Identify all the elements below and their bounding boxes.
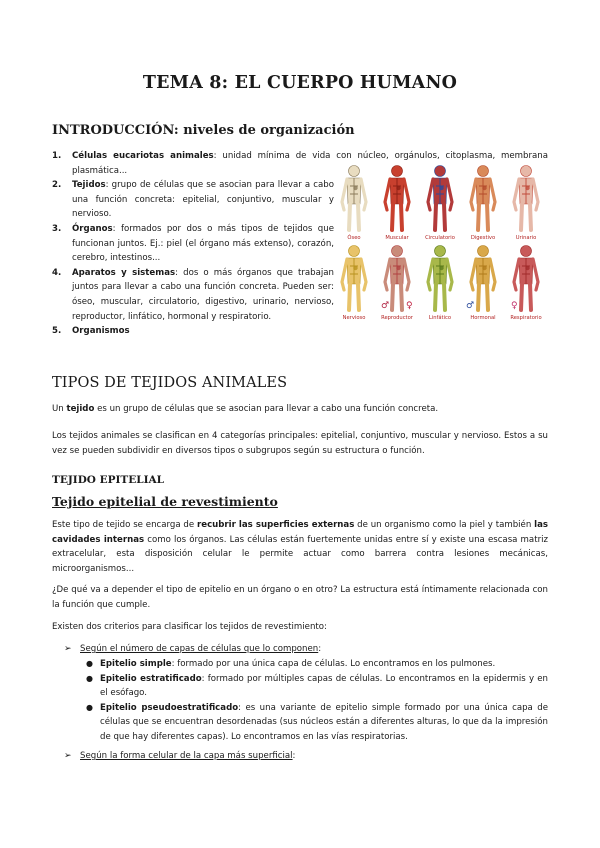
figure-leg-left: [435, 204, 436, 230]
figure-leg-left: [521, 284, 522, 310]
figure-label: Digestivo: [470, 235, 496, 241]
list-item-text: : formados por dos o más tipos de tejidos que funcionan juntos. Ej.: piel (el órgano más extenso), corazón, cerebro, intestinos...: [72, 223, 334, 264]
female-symbol-icon: ♀: [406, 301, 413, 311]
figure-arm-left: [471, 259, 476, 290]
bullet-icon: ●: [86, 702, 93, 712]
figure-leg-left: [392, 204, 393, 230]
criterio-forma: ➢ Según la forma celular de la capa más superficial:: [80, 749, 548, 764]
figure-head: [392, 246, 403, 257]
revestimiento-subheading: Tejido epitelial de revestimiento: [52, 494, 278, 509]
list-item-term: Aparatos y sistemas: [72, 267, 176, 278]
figure-leg-left: [392, 284, 393, 310]
figure-arm-left: [514, 179, 519, 210]
figure-label: Nervioso: [342, 315, 366, 321]
female-symbol-icon: ♀: [511, 301, 518, 311]
figure-label: Reproductor: [381, 315, 413, 321]
male-symbol-icon: ♂: [466, 301, 475, 311]
figure-arm-right: [404, 179, 409, 210]
bullet-icon: ●: [86, 659, 93, 668]
list-item: ● Epitelio estratificado: formado por múltiples capas de células. Lo encontramos en la epidermis y en el esófago.: [86, 673, 548, 699]
figure-leg-right: [487, 284, 488, 310]
figure-leg-left: [478, 204, 479, 230]
figure-leg-right: [444, 204, 445, 230]
figure-arm-left: [514, 259, 519, 290]
tejidos-categories: Los tejidos animales se clasifican en 4 categorías principales: epitelial, conjuntivo, muscular y nervioso. Estos a su vez se pueden subdividir en diversos tipos o subgrupos según su estructura o función.: [52, 431, 548, 456]
body-figure-6: [342, 246, 366, 322]
body-figure-5: [514, 166, 538, 242]
figure-label: Linfático: [428, 315, 452, 321]
figure-leg-left: [435, 284, 436, 310]
body-figure-2: [385, 166, 410, 242]
list-item: ● Epitelio pseudoestratificado: es una variante de epitelio simple formado por una única capa de células que se encuentran desordenadas (sus núcleos están a diferentes alturas, lo que da la impresión de que hay diferentes capas). Lo encontramos en las vías respiratorias.: [86, 702, 548, 742]
figure-label: Muscular: [385, 235, 409, 241]
figure-leg-left: [349, 204, 350, 230]
figure-leg-right: [530, 284, 531, 310]
figure-head: [392, 166, 403, 177]
body-figure-3: [425, 166, 455, 242]
figure-organ: [482, 186, 486, 190]
list-item: [52, 266, 334, 324]
male-symbol-icon: ♂: [381, 301, 390, 311]
list-item-text: : unidad mínima de vida con núcleo, orgánulos, citoplasma, membrana plasmática...: [72, 151, 549, 176]
figure-arm-right: [533, 179, 538, 210]
list-number: 1.: [52, 151, 62, 161]
figure-leg-right: [444, 284, 445, 310]
figure-organ: [525, 266, 529, 270]
epitelio-question: ¿De qué va a depender el tipo de epitelio en un órgano o en otro? La estructura está íntimamente relacionada con la función que cumple.: [52, 585, 548, 610]
figure-arm-right: [533, 259, 538, 290]
figure-arm-right: [490, 259, 495, 290]
figure-head: [478, 166, 489, 177]
figure-arm-left: [385, 179, 390, 210]
figure-arm-right: [447, 259, 452, 290]
figure-arm-left: [342, 259, 347, 290]
tejido-definition: Un tejido es un grupo de células que se asocian para llevar a cabo una función concreta.: [52, 404, 439, 414]
figure-label: Circulatorio: [425, 235, 455, 241]
criterios-intro: Existen dos criterios para clasificar los tejidos de revestimiento:: [52, 622, 327, 632]
arrow-bullet-icon: ➢: [64, 644, 72, 654]
figure-leg-right: [401, 204, 402, 230]
figure-organ: [482, 266, 486, 270]
figure-organ: [353, 186, 357, 190]
figure-organ: [396, 266, 400, 270]
figure-organ: [439, 266, 443, 270]
list-number: 5.: [52, 326, 62, 337]
figure-leg-right: [530, 204, 531, 230]
figure-arm-right: [490, 179, 495, 210]
figure-leg-left: [478, 284, 479, 310]
figure-head: [521, 166, 532, 177]
figure-label: Respiratorio: [510, 315, 542, 321]
figure-leg-right: [487, 204, 488, 230]
arrow-bullet-icon: ➢: [64, 751, 72, 761]
bullet-icon: ●: [86, 673, 93, 683]
figure-arm-right: [361, 179, 366, 210]
term-tejido: tejido: [66, 404, 95, 414]
list-item-term: Organismos: [72, 326, 130, 337]
figure-leg-left: [521, 204, 522, 230]
criterio-capas: ➢ Según el número de capas de células que lo componen:: [80, 642, 548, 657]
body-figure-8: [428, 246, 452, 322]
list-item: ● Epitelio simple: formado por una única capa de células. Lo encontramos en los pulmones.: [84, 657, 548, 672]
figure-organ: [439, 186, 443, 190]
figure-label: Óseo: [347, 235, 361, 241]
intro-heading: INTRODUCCIÓN: niveles de organización: [52, 123, 355, 138]
list-item-text: : grupo de células que se asocian para llevar a cabo una función concreta: epitelial, conjuntivo, muscular y nervioso.: [72, 180, 334, 220]
figure-arm-right: [361, 259, 366, 290]
list-item: [52, 178, 334, 222]
body-systems-figure: [333, 162, 547, 324]
figure-label: Urinario: [515, 235, 537, 241]
figure-head: [435, 166, 446, 177]
figure-head: [435, 246, 446, 257]
figure-leg-right: [358, 204, 359, 230]
body-figure-4: [471, 166, 495, 242]
epitelio-types-list: [84, 657, 548, 745]
figure-leg-right: [358, 284, 359, 310]
figure-arm-left: [428, 179, 433, 210]
figure-head: [478, 246, 489, 257]
figure-arm-left: [471, 179, 476, 210]
figure-head: [349, 166, 360, 177]
revestimiento-description: Este tipo de tejido se encarga de recubrir las superficies externas de un organismo como la piel y también las cavidades internas como los órganos. Las células están fuertemente unidas entre sí y existe una escasa matriz extracelular, esta disposición celular le permite actuar como barrera contra lesiones mecánicas, microorganismos...: [52, 520, 548, 574]
figure-label: Hormonal: [470, 315, 496, 321]
figure-arm-left: [385, 259, 390, 290]
figure-arm-left: [342, 179, 347, 210]
figure-organ: [396, 186, 400, 190]
tipos-heading: TIPOS DE TEJIDOS ANIMALES: [52, 375, 288, 391]
figure-head: [349, 246, 360, 257]
list-item-term: Tejidos: [72, 180, 106, 191]
figure-leg-left: [349, 284, 350, 310]
epitelial-heading: TEJIDO EPITELIAL: [52, 474, 165, 486]
figure-arm-left: [428, 259, 433, 290]
list-number: 3.: [52, 223, 62, 234]
figure-organ: [353, 266, 357, 270]
body-figure-9: [470, 246, 495, 322]
figure-arm-right: [404, 259, 409, 290]
list-item-text: : dos o más órganos que trabajan juntos para llevar a cabo una función concreta. Pueden ser: óseo, muscular, circulatorio, digestivo, urinario, nervioso, reproductor, linfático, hormonal y respiratorio.: [72, 267, 334, 322]
figure-organ: [525, 186, 529, 190]
figure-arm-right: [447, 179, 452, 210]
list-number: 2.: [52, 180, 62, 191]
list-item: [52, 324, 334, 339]
list-item-term: Células eucariotas animales: [72, 151, 214, 161]
figure-head: [521, 246, 532, 257]
list-number: 4.: [52, 267, 62, 278]
figure-leg-right: [401, 284, 402, 310]
list-item: [52, 222, 334, 266]
list-item-term: Órganos: [72, 223, 113, 234]
page-title: TEMA 8: EL CUERPO HUMANO: [142, 73, 458, 93]
body-figure-1: [342, 166, 366, 242]
